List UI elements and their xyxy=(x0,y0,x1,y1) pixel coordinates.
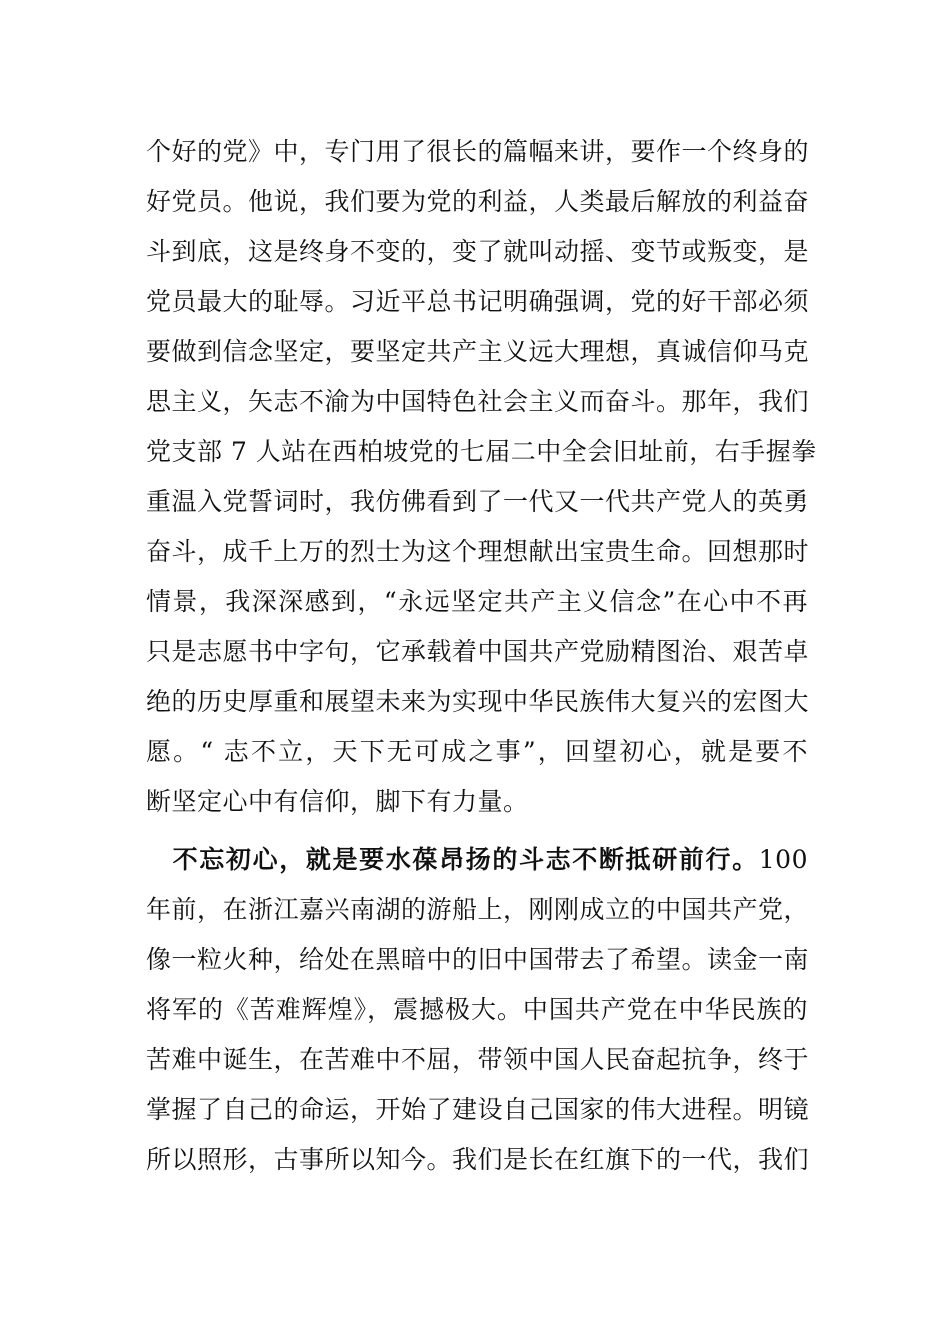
lead-text: 100 xyxy=(758,845,808,874)
text-line: 奋斗，成千上万的烈士为这个理想献出宝贵生命。回想那时 xyxy=(146,537,810,566)
text-line: 苦难中诞生，在苦难中不屈，带领中国人民奋起抗争，终于 xyxy=(146,1045,810,1074)
text-line: 像一粒火种，给处在黑暗中的旧中国带去了希望。读金一南 xyxy=(146,945,810,974)
text-line: 断坚定心中有信仰，脚下有力量。 xyxy=(146,787,529,816)
text-line: 愿。“ 志不立，天下无可成之事”，回望初心，就是要不 xyxy=(146,737,808,766)
paragraph-1 xyxy=(146,127,817,827)
text-line: 党员最大的耻辱。习近平总书记明确强调，党的好干部必须 xyxy=(146,287,810,316)
text-line: 只是志愿书中字句，它承载着中国共产党励精图治、艰苦卓 xyxy=(146,637,810,666)
text-line: 重温入党誓词时，我仿佛看到了一代又一代共产党人的英勇 xyxy=(146,487,810,516)
text-line: 掌握了自己的命运，开始了建设自己国家的伟大进程。明镜 xyxy=(146,1095,810,1124)
text-line: 要做到信念坚定，要坚定共产主义远大理想，真诚信仰马克 xyxy=(146,337,810,366)
paragraph-2 xyxy=(146,835,808,1185)
text-line: 个好的党》中，专门用了很长的篇幅来讲，要作一个终身的 xyxy=(146,137,810,166)
text-line: 党支部 7 人站在西柏坡党的七届二中全会旧址前，右手握拳 xyxy=(146,437,817,466)
paragraph-heading: 不忘初心，就是要水葆昂扬的斗志不断抵研前行。 xyxy=(146,845,759,874)
text-line: 年前，在浙江嘉兴南湖的游船上，刚刚成立的中国共产党， xyxy=(146,895,810,924)
paragraph-lead-line xyxy=(146,835,808,885)
text-line: 绝的历史厚重和展望未来为实现中华民族伟大复兴的宏图大 xyxy=(146,687,810,716)
text-line: 好党员。他说，我们要为党的利益，人类最后解放的利益奋 xyxy=(146,187,810,216)
text-line: 思主义，矢志不渝为中国特色社会主义而奋斗。那年，我们 xyxy=(146,387,810,416)
text-line: 斗到底，这是终身不变的，变了就叫动摇、变节或叛变，是 xyxy=(146,237,810,266)
text-line: 将军的《苦难辉煌》，震撼极大。中国共产党在中华民族的 xyxy=(146,995,808,1024)
text-line: 所以照形，古事所以知今。我们是长在红旗下的一代，我们 xyxy=(146,1145,810,1174)
text-line: 情景，我深深感到，“永远坚定共产主义信念”在心中不再 xyxy=(146,587,808,616)
